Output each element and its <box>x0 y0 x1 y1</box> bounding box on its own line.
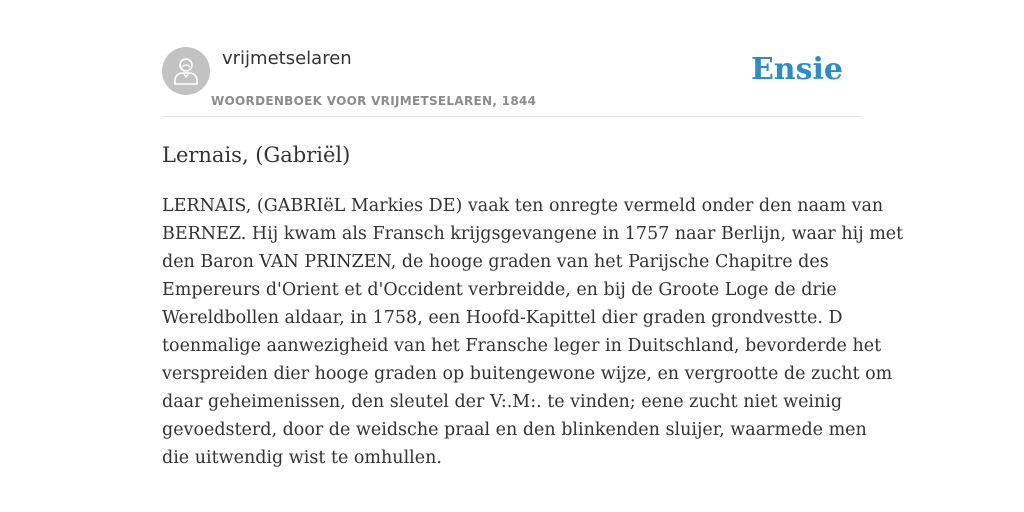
entry-body <box>162 192 904 472</box>
entry-header <box>162 46 862 117</box>
body-line: LERNAIS, (GABRIëL Markies DE) vaak ten onregte vermeld onder den naam van <box>162 196 884 216</box>
body-line: Wereldbollen aldaar, in 1758, een Hoofd-Kapittel dier graden grondvestte. D <box>162 308 843 328</box>
avatar[interactable] <box>162 47 210 95</box>
ensie-logo[interactable]: Ensie <box>750 52 843 87</box>
body-line: gevoedsterd, door de weidsche praal en den blinkenden sluijer, waarmede men <box>162 420 867 440</box>
username-link[interactable]: vrijmetselaren <box>222 48 352 69</box>
body-line: die uitwendig wist te omhullen. <box>162 448 442 468</box>
body-line: verspreiden dier hooge graden op buitengewone wijze, en vergrootte de zucht om <box>162 364 893 384</box>
body-line: daar geheimenissen, den sleutel der V:.M:. te vinden; eene zucht niet weinig <box>162 392 843 412</box>
source-label[interactable]: WOORDENBOEK VOOR VRIJMETSELAREN, 1844 <box>211 94 537 108</box>
body-line: toenmalige aanwezigheid van het Fransche leger in Duitschland, bevorderde het <box>162 336 882 356</box>
user-icon <box>173 56 199 86</box>
body-line: BERNEZ. Hij kwam als Fransch krijgsgevangene in 1757 naar Berlijn, waar hij met <box>162 224 904 244</box>
entry-title: Lernais, (Gabriël) <box>162 143 351 167</box>
body-line: den Baron VAN PRINZEN, de hooge graden van het Parijsche Chapitre des <box>162 252 829 272</box>
body-line: Empereurs d'Orient et d'Occident verbreidde, en bij de Groote Loge de drie <box>162 280 837 300</box>
